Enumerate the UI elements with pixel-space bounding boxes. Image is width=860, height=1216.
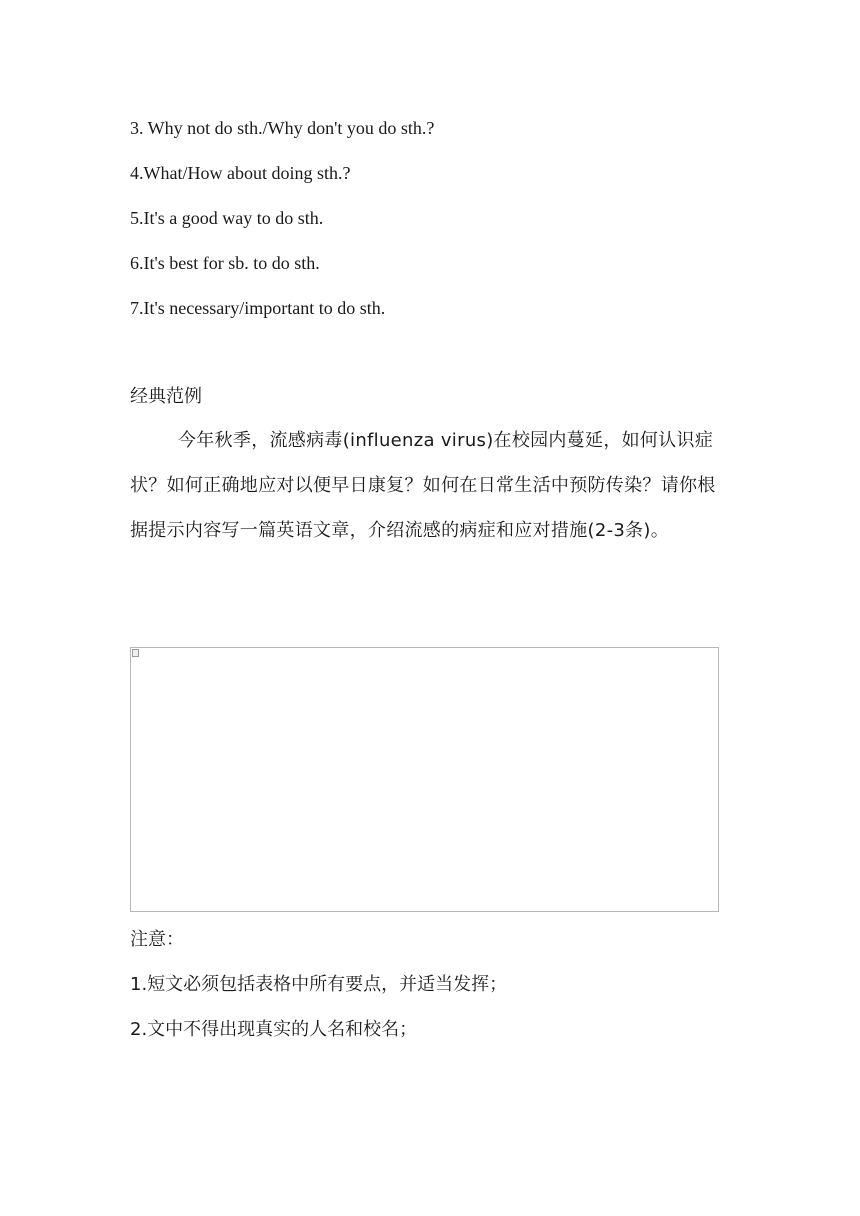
phrase-line-4: 4.What/How about doing sth.? xyxy=(130,163,351,183)
example-prompt: 今年秋季，流感病毒(influenza virus)在校园内蔓延，如何认识症状？如何正确地应对以便早日康复？如何在日常生活中预防传染？请你根据提示内容写一篇英语文章，介绍流感的病症和应对措施(2-3条)。 xyxy=(130,430,716,541)
notes-heading: 注意： xyxy=(130,929,184,950)
broken-image-icon xyxy=(132,649,139,657)
image-placeholder xyxy=(130,647,719,912)
example-heading: 经典范例 xyxy=(130,386,202,407)
phrase-line-7: 7.It's necessary/important to do sth. xyxy=(130,298,386,318)
note-item-2: 2.文中不得出现真实的人名和校名； xyxy=(130,1019,418,1040)
note-item-1: 1.短文必须包括表格中所有要点，并适当发挥； xyxy=(130,974,508,995)
phrase-line-6: 6.It's best for sb. to do sth. xyxy=(130,253,320,273)
phrase-line-5: 5.It's a good way to do sth. xyxy=(130,208,324,228)
phrase-line-3: 3. Why not do sth./Why don't you do sth.? xyxy=(130,118,435,138)
